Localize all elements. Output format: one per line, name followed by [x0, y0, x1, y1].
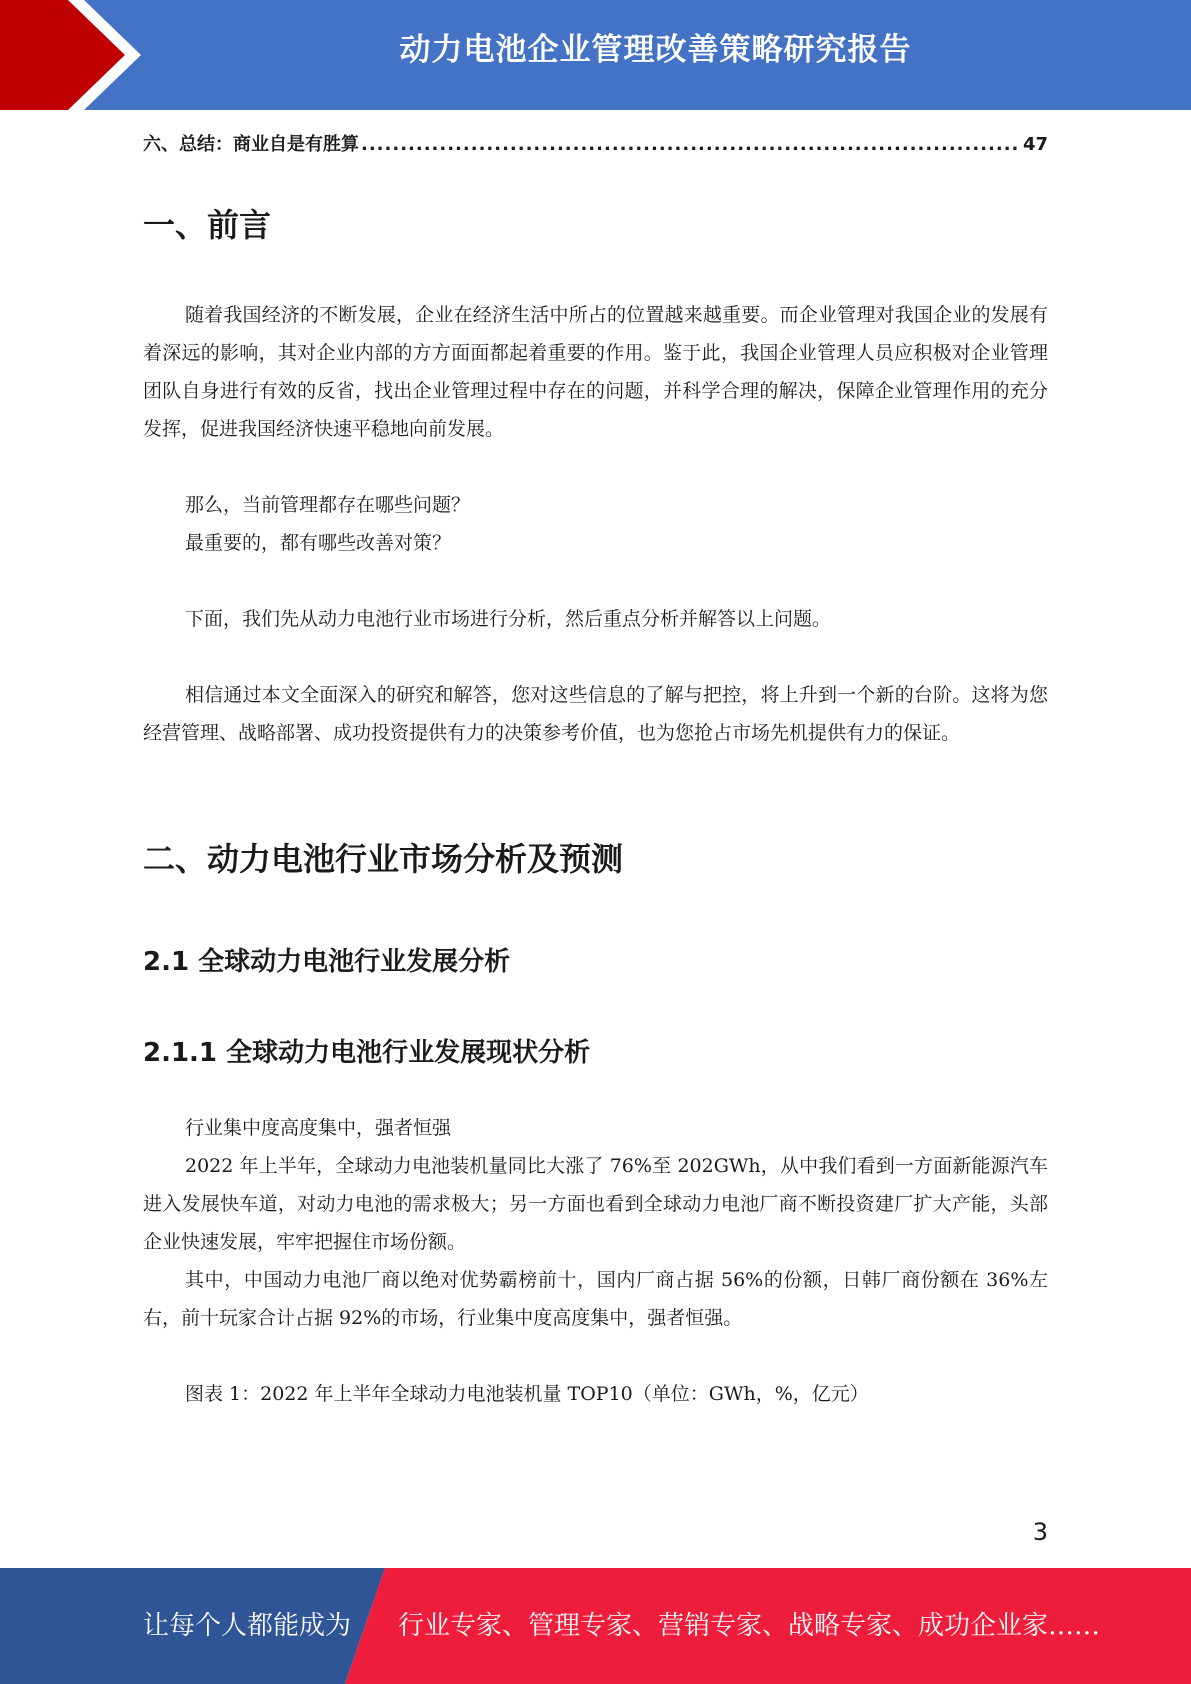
paragraph: 随着我国经济的不断发展，企业在经济生活中所占的位置越来越重要。而企业管理对我国企业的发展有着深远的影响，其对企业内部的方方面面都起着重要的作用。鉴于此，我国企业管理人员应积极对企业管理团队自身进行有效的反省，找出企业管理过程中存在的问题，并科学合理的解决，保障企业管理作用的充分发挥，促进我国经济快速平稳地向前发展。 [143, 304, 1048, 440]
page-footer [0, 1568, 1191, 1684]
footer-slogan-right: 行业专家、管理专家、营销专家、战略专家、成功企业家…… [398, 1611, 1101, 1641]
toc-entry[interactable] [143, 130, 1048, 160]
subsection-heading-2-1-1: 2.1.1 全球动力电池行业发展现状分析 [143, 1038, 591, 1068]
paragraph: 行业集中度高度集中，强者恒强 [185, 1117, 452, 1139]
toc-leader-dots [361, 134, 1021, 155]
figure-caption: 图表 1：2022 年上半年全球动力电池装机量 TOP10（单位：GWh，%，亿元） [185, 1383, 869, 1405]
page-number: 3 [1032, 1518, 1048, 1546]
header-title: 动力电池企业管理改善策略研究报告 [399, 32, 912, 68]
paragraph: 其中，中国动力电池厂商以绝对优势霸榜前十，国内厂商占据 56%的份额，日韩厂商份额在 36%左右，前十玩家合计占据 92%的市场，行业集中度高度集中，强者恒强。 [143, 1269, 1048, 1329]
footer-slogan-left: 让每个人都能成为 [143, 1611, 352, 1641]
section-heading-preface: 一、前言 [143, 206, 272, 244]
paragraph: 相信通过本文全面深入的研究和解答，您对这些信息的了解与把控，将上升到一个新的台阶。这将为您经营管理、战略部署、成功投资提供有力的决策参考价值，也为您抢占市场先机提供有力的保证。 [143, 684, 1048, 744]
toc-entry-page: 47 [1022, 134, 1048, 155]
toc-entry-label: 六、总结：商业自是有胜算 [143, 134, 359, 155]
paragraph: 2022 年上半年，全球动力电池装机量同比大涨了 76%至 202GWh，从中我们看到一方面新能源汽车进入发展快车道，对动力电池的需求极大；另一方面也看到全球动力电池厂商不断投资建厂扩大产能，头部企业快速发展，牢牢把握住市场份额。 [143, 1155, 1048, 1253]
paragraph: 下面，我们先从动力电池行业市场进行分析，然后重点分析并解答以上问题。 [185, 608, 832, 630]
paragraph: 最重要的，都有哪些改善对策？ [185, 532, 452, 554]
page-header [0, 0, 1191, 110]
section-heading-market-analysis: 二、动力电池行业市场分析及预测 [143, 840, 624, 878]
subsection-heading-2-1: 2.1 全球动力电池行业发展分析 [143, 947, 511, 977]
paragraph: 那么，当前管理都存在哪些问题？ [185, 494, 471, 516]
